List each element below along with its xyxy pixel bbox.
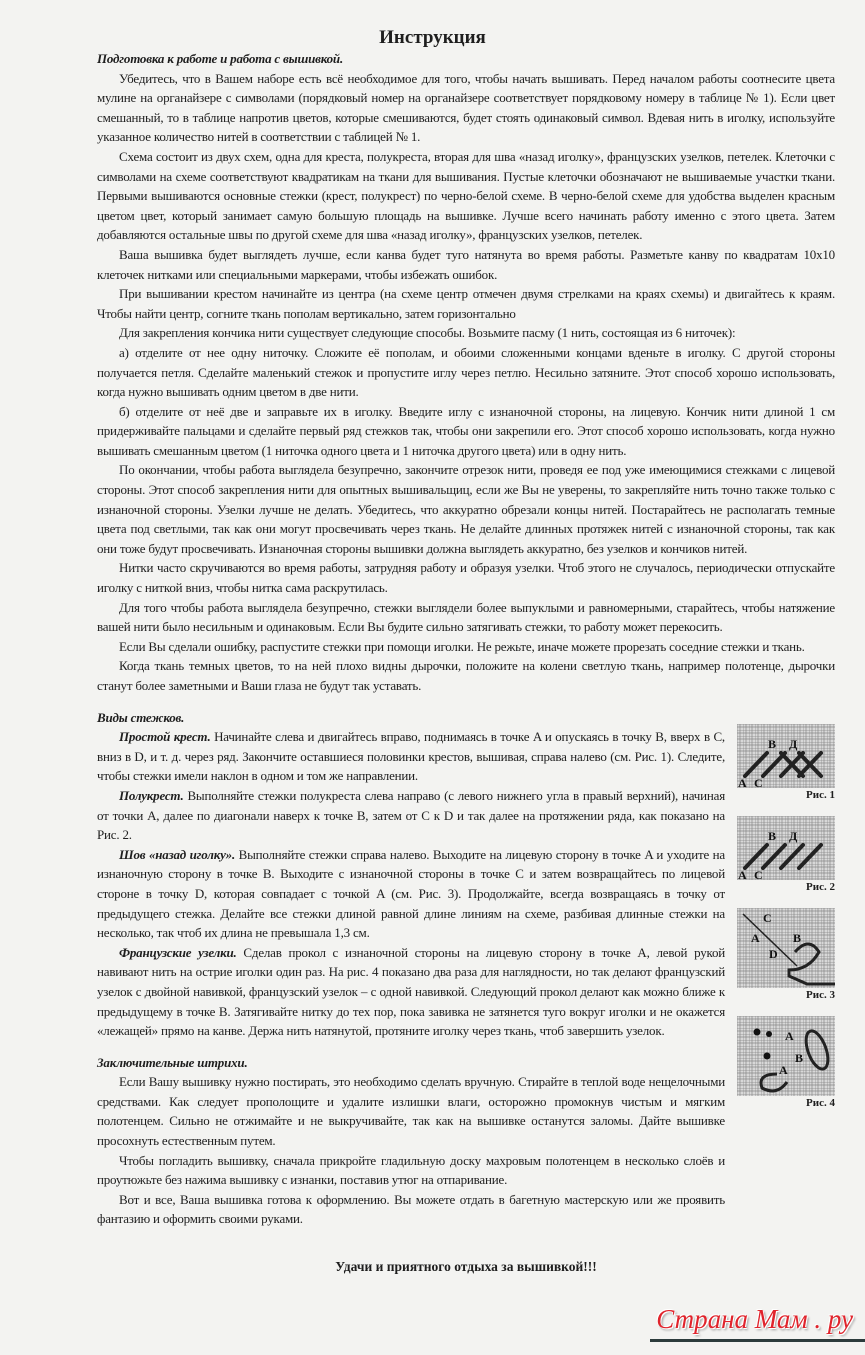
paragraph: По окончании, чтобы работа выглядела безупречно, закончите отрезок нити, проведя ее под уже имеющимися стежками с лицевой стороны. Этот способ закрепления нити для опытных вышивальщиц, если же Вы не уверены, то закрепляйте нить точно также только с изнаночной стороны. Узелки лучше не делать. Убедитесь, что аккуратно обрезали концы нитей. Постарайтесь не располагать темные цвета под светлыми, так как они могут просвечивать через ткань. Не делайте длинных протяжек нитей с изнаночной стороны, так как они тоже будут просвечивать. Изнаночная стороны вышивки должна выглядеть аккуратно, без узелков и кончиков нитей.	[97, 462, 835, 556]
paragraph: Убедитесь, что в Вашем наборе есть всё необходимое для того, чтобы начать вышивать. Перед началом работы соотнесите цвета мулине на органайзере с символами (порядковый номер на органайзере соответствует порядковому номеру в таблице № 1). Если цвет смешанный, то в таблице напротив цветов, которые смешиваются, будет стоять одинаковый символ. Вдевая нить в иголку, используйте указанное количество нитей в соответствии с таблицей № 1.	[97, 70, 835, 145]
paragraph: Для того чтобы работа выглядела безупречно, стежки выглядели более выпуклыми и равномерными, старайтесь, чтобы натяжение вашей нити было несильным и одинаковым. Если Вы будите сильно затягивать стежки, то работу может перекосить.	[97, 599, 835, 635]
figure-1-cross-stitch	[737, 724, 835, 802]
figure-3-backstitch	[737, 908, 835, 1002]
paragraph: Когда ткань темных цветов, то на ней плохо видны дырочки, положите на колени светлую ткань, например полотенце, дырочки станут более заметными и Ваши глаза не будут так уставать.	[97, 658, 835, 693]
paragraph: Чтобы погладить вышивку, сначала прикройте гладильную доску махровым полотенцем в несколько слоёв и проутюжьте без нажима вышивку с изнанки, поставив утюг на отпаривание.	[97, 1152, 725, 1188]
stitch-name: Полукрест.	[119, 787, 184, 803]
paragraph: Если Вашу вышивку нужно постирать, это необходимо сделать вручную. Стирайте в теплой воде нещелочными средствами. Как следует прополощите и удалите излишки влаги, осторожно промокнув чистым и мягким полотенцем. Сильно не отжимайте и не выкручивайте, так как на вышивке останутся заломы. Дайте вышивке просохнуть естественным путем.	[97, 1074, 725, 1149]
point-label: A	[751, 930, 760, 945]
page-title: Инструкция	[379, 27, 486, 48]
stitch-text: Сделав прокол с изнаночной стороны на лицевую сторону в точке A, левой рукой навивают нить на острие иголки один раз. На рис. 4 показано два раза для наглядности, но так делают французский узелок с двойной навивкой, французский узелок – с одной навивкой. Следующий прокол делают как можно ближе к предыдущему в точке B. Затягивайте нитку до тех пор, пока завивка не затянется туго вокруг иголки и не окажется «лежащей» прямо на канве. Держа нить натянутой, протяните иголку через ткань, чтоб завершить узелок.	[97, 944, 726, 1039]
closing-text: Удачи и приятного отдыха за вышивкой!!!	[335, 1259, 597, 1275]
figure-caption: Рис. 3	[806, 988, 835, 1001]
point-label: Д	[789, 828, 798, 843]
left-column	[97, 708, 725, 1229]
section-heading: Виды стежков.	[97, 709, 185, 725]
figure-4-french-knot	[737, 1016, 835, 1110]
paragraph: Ваша вышивка будет выглядеть лучше, если канва будет туго натянута во время работы. Разметьте канву по квадратам 10x10 клеточек нитками или специальными маркерами, чтобы избежать ошибок.	[97, 246, 835, 282]
point-label: B	[793, 930, 802, 945]
point-label: A	[738, 867, 747, 880]
watermark-row	[0, 1295, 865, 1355]
stitch-paragraph	[97, 943, 725, 1041]
figure-caption: Рис. 4	[806, 1096, 835, 1109]
figure-caption: Рис. 2	[806, 880, 835, 893]
point-label: C	[763, 910, 772, 925]
stitch-name: Простой крест.	[119, 729, 211, 745]
point-label: C	[754, 867, 763, 880]
site-watermark: Страна Мам . ру	[656, 1304, 853, 1335]
point-label: C	[754, 775, 763, 788]
watermark-divider	[650, 1339, 865, 1342]
stitches-and-figures	[97, 708, 835, 1229]
point-label: A	[785, 1028, 794, 1043]
paragraph: Нитки часто скручиваются во время работы, затрудняя работу и образуя узелки. Чтоб этого не случалось, периодически отпускайте иголку с ниткой вниз, чтобы нитка сама раскрутилась.	[97, 560, 835, 596]
paragraph: а) отделите от нее одну ниточку. Сложите её пополам, и обоими сложенными концами вденьте в иголку. С другой стороны получается петля. Сделайте маленький стежок и пропустите иглу через петлю. Несильно затяните. Этот способ хорошо использовать, когда нужно вышивать одним цветом в две нити.	[97, 344, 835, 400]
stitch-text: Начинайте слева и двигайтесь вправо, поднимаясь в точке A и опускаясь в точку B, вверх в C, вниз в D, и т. д. через ряд. Закончите оставшиеся половинки крестов, вышивая, справа налево (см. Рис. 1). Следите, чтобы стежки имели наклон в одном и том же направлении.	[97, 729, 725, 784]
section-heading: Заключительные штрихи.	[97, 1054, 248, 1070]
figures-column	[737, 708, 835, 1229]
stitch-text: Выполняйте стежки полукреста слева направо (с левого нижнего угла в правый верхний), начиная от точки A, далее по диагонали наверх к точке B, затем от C к D и так далее на протяжении ряда, как показано на Рис. 2.	[97, 787, 725, 843]
point-label: B	[768, 828, 777, 843]
preparation-section	[97, 49, 835, 696]
point-label: D	[769, 946, 778, 961]
paragraph: б) отделите от неё две и заправьте их в иголку. Введите иглу с изнаночной стороны, на лицевую. Кончик нити длиной 1 см придерживайте пальцами и сделайте первый ряд стежков так, чтобы они закрепили его. Этот способ хорошо использовать, когда нужно вышивать смешанным цветом (1 ниточка одного цвета и 1 ниточка другого цвета) или в одну нить.	[97, 403, 835, 458]
point-label: A	[738, 775, 747, 788]
paragraph: Для закрепления кончика нити существует следующие способы. Возьмите пасму (1 нить, состоящая из 6 ниточек):	[119, 325, 736, 341]
section-heading: Подготовка к работе и работа с вышивкой.	[97, 51, 344, 66]
canvas-grid-illustration	[737, 908, 835, 988]
point-label: Д	[789, 736, 798, 751]
point-label: A	[779, 1062, 788, 1077]
stitch-paragraph	[97, 786, 725, 845]
canvas-grid-illustration	[737, 724, 835, 788]
paragraph: При вышивании крестом начинайте из центра (на схеме центр отмечен двумя стрелками на краях схемы) и двигайтесь к краям. Чтобы найти центр, согните ткань пополам вертикально, затем горизонтально	[97, 286, 835, 321]
figure-2-half-cross	[737, 816, 835, 894]
point-label: B	[795, 1050, 804, 1065]
canvas-grid-illustration	[737, 1016, 835, 1096]
stitch-name: Шов «назад иголку».	[119, 846, 236, 862]
finishing-section	[97, 1053, 725, 1229]
stitch-text: Выполняйте стежки справа налево. Выходите на лицевую сторону в точке A и уходите на изнаночную сторону в точке B. Выходите с изнаночной стороны в точке C и затем возвращайтесь по лицевой стороне в точку D, которая совпадает с точкой A (см. Рис. 3). Продолжайте, всегда возвращаясь в точку от предыдущего стежка. Делайте все стежки длиной равной длине линиям на схеме, разбивая длинные стежки на несколько, так чтоб их длина не превышала 1,3 см.	[97, 846, 725, 941]
point-label: B	[768, 736, 777, 751]
stitches-section	[97, 708, 725, 1041]
figure-caption: Рис. 1	[806, 788, 835, 801]
stitch-paragraph	[97, 845, 725, 943]
canvas-grid-illustration	[737, 816, 835, 880]
paragraph: Вот и все, Ваша вышивка готова к оформлению. Вы можете отдать в багетную мастерскую или же проявить фантазию и оформить своими руками.	[97, 1191, 725, 1227]
paragraph: Схема состоит из двух схем, одна для креста, полукреста, вторая для шва «назад иголку», французских узелков, петелек. Клеточки с символами на схеме соответствуют квадратикам на ткани для вышивания. Пустые клеточки обозначают не вышиваемые участки ткани. Первыми вышиваются основные стежки (крест, полукрест) по черно-белой схеме. В черно-белой схеме для удобства выделен красным цветом цвет, который занимает самую большую площадь на вышивке. Лучше всего начинать работу именно с этого цвета. Затем добавляются остальные швы по другой схеме для шва «назад иголку», французских узелков, петелек.	[97, 148, 835, 243]
stitch-name: Французские узелки.	[119, 944, 237, 960]
paragraph: Если Вы сделали ошибку, распустите стежки при помощи иголки. Не режьте, иначе можете прорезать соседние стежки и ткань.	[119, 638, 805, 654]
stitch-paragraph	[97, 727, 725, 786]
